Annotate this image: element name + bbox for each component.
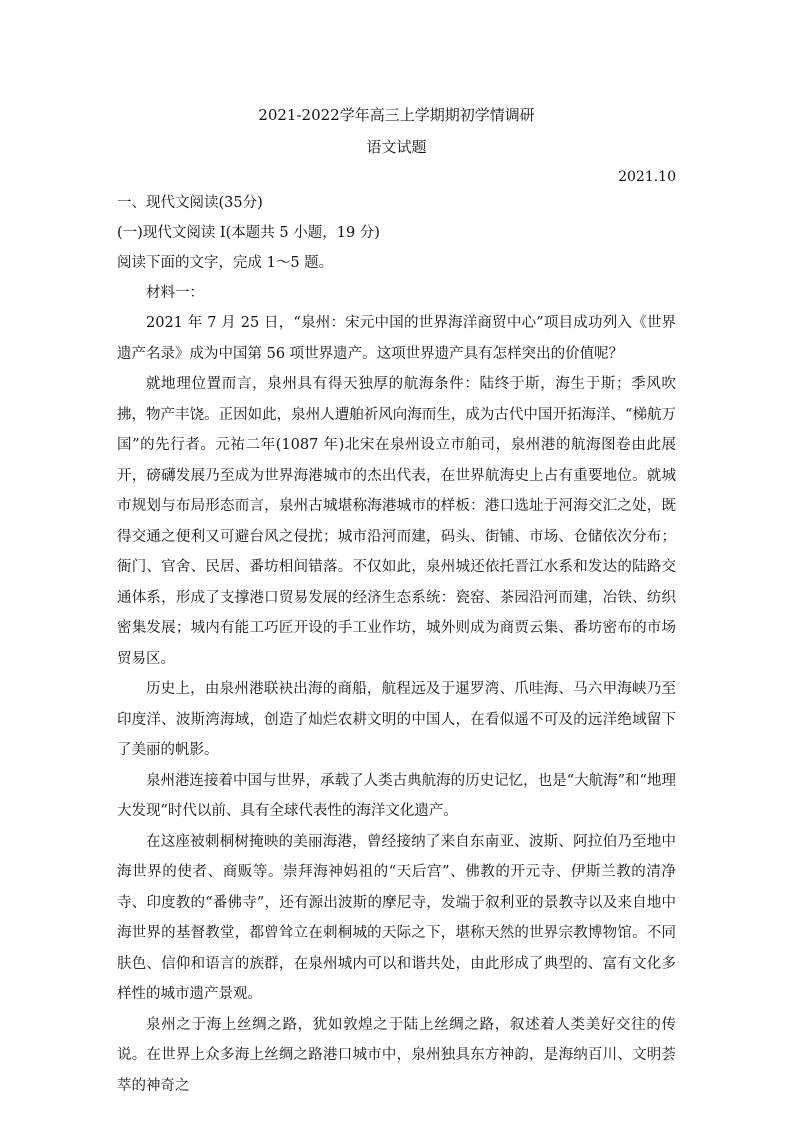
- paragraph-4: 泉州港连接着中国与世界，承载了人类古典航海的历史记忆，也是“大航海”和“地理大发现”时代以前、具有全球代表性的海洋文化遗产。: [117, 772, 676, 819]
- section-heading: 一、现代文阅读(35分): [117, 195, 263, 211]
- paragraph-1: 2021 年 7 月 25 日，“泉州：宋元中国的世界海洋商贸中心”项目成功列入《世界遗产名录》成为中国第 56 项世界遗产。这项世界遗产具有怎样突出的价值呢？: [117, 315, 676, 362]
- exam-date: 2021.10: [618, 169, 676, 185]
- paragraph-5: 在这座被刺桐树掩映的美丽海港，曾经接纳了来自东南亚、波斯、阿拉伯乃至地中海世界的使者、商贩等。崇拜海神妈祖的“天后宫”、佛教的开元寺、伊斯兰教的清净寺、印度教的“番佛寺”，还有源出波斯的摩尼寺，发端于叙利亚的景教寺以及来自地中海世界的基督教堂，都曾耸立在刺桐城的天际之下，堪称天然的世界宗教博物馆。不同肤色、信仰和语言的族群，在泉州城内可以和谐共处，由此形成了典型的、富有文化多样性的城市遗产景观。: [117, 833, 676, 1002]
- paragraph-6: 泉州之于海上丝绸之路，犹如敦煌之于陆上丝绸之路，叙述着人类美好交往的传说。在世界上众多海上丝绸之路港口城市中，泉州独具东方神韵，是海纳百川、文明荟萃的神奇之: [117, 1016, 676, 1094]
- exam-page: [117, 96, 676, 1101]
- material-label: 材料一：: [146, 285, 204, 301]
- exam-title: 2021-2022学年高三上学期期初学情调研: [258, 106, 535, 124]
- exam-subtitle: 语文试题: [366, 138, 427, 156]
- paragraph-3: 历史上，由泉州港联袂出海的商船，航程远及于暹罗湾、爪哇海、马六甲海峡乃至印度洋、波斯湾海域，创造了灿烂农耕文明的中国人，在看似遥不可及的远洋绝域留下了美丽的帆影。: [117, 681, 676, 758]
- paragraph-2: 就地理位置而言，泉州具有得天独厚的航海条件：陆终于斯，海生于斯；季风吹拂，物产丰饶。正因如此，泉州人遭舶祈风向海而生，成为古代中国开拓海洋、“梯航万国”的先行者。元祐二年(1087 年)北宋在泉州设立市舶司，泉州港的航海图卷由此展开，磅礴发展乃至成为世界海港城市的杰出代表，在世界航海史上占有重要地位。就城市规划与布局形态而言，泉州古城堪称海港城市的样板：港口选址于河海交汇之处，既得交通之便利又可避台风之侵扰；城市沿河而建，码头、街铺、市场、仓储依次分布；衙门、官舍、民居、番坊相间错落。不仅如此，泉州城还依托晋江水系和发达的陆路交通体系，形成了支撑港口贸易发展的经济生态系统：瓷窑、茶园沿河而建，冶铁、纺织密集发展；城内有能工巧匠开设的手工业作坊，城外则成为商贾云集、番坊密布的市场贸易区。: [117, 376, 676, 667]
- section-subheading: (一)现代文阅读 I(本题共 5 小题，19 分): [117, 225, 380, 241]
- reading-instruction: 阅读下面的文字，完成 1～5 题。: [117, 255, 334, 271]
